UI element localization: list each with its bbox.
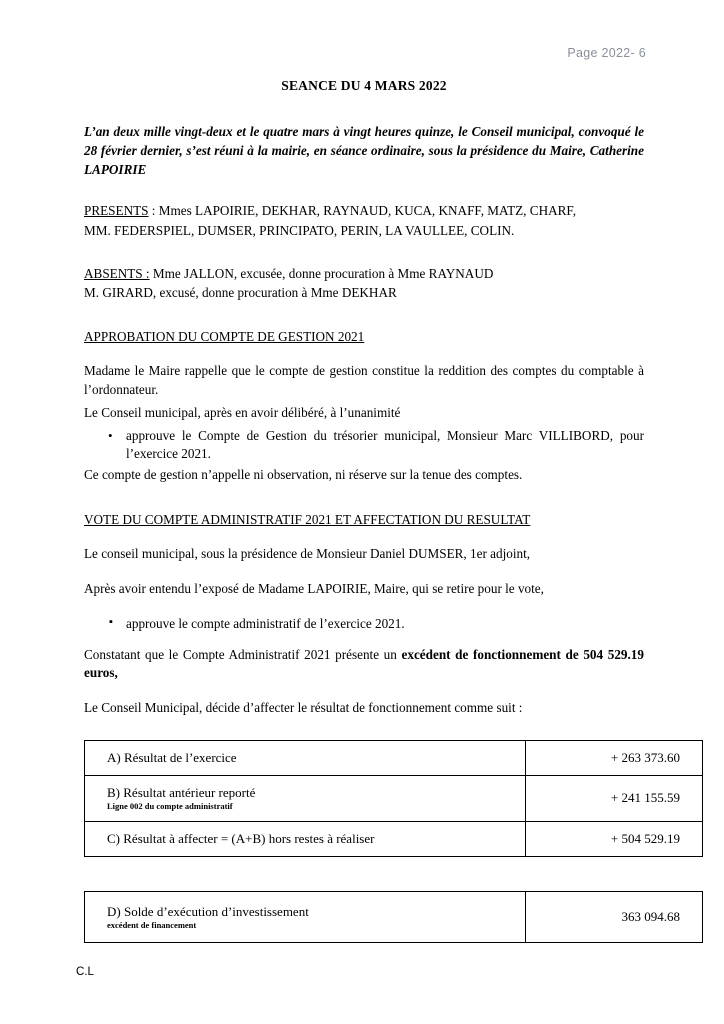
row-label: A) Résultat de l’exercice bbox=[107, 749, 237, 765]
absents-label: ABSENTS : bbox=[84, 265, 150, 281]
presents-label: PRESENTS bbox=[84, 203, 149, 219]
result-allocation-table bbox=[84, 740, 703, 857]
row-sub-note: excédent de financement bbox=[107, 919, 197, 930]
absents-block bbox=[84, 264, 644, 302]
investment-balance-table bbox=[84, 891, 703, 944]
section2-paragraph-1: Le conseil municipal, sous la présidence de Monsieur Daniel DUMSER, 1er adjoint, bbox=[84, 546, 531, 562]
table-cell-label bbox=[85, 740, 526, 775]
table-cell-label bbox=[85, 891, 526, 943]
row-label: C) Résultat à affecter = (A+B) hors restes à réaliser bbox=[107, 830, 375, 846]
section2-paragraph-4: Le Conseil Municipal, décide d’affecter le résultat de fonctionnement comme suit : bbox=[84, 700, 523, 716]
footer-initials: C.L bbox=[76, 966, 94, 978]
page-number-header: Page 2022- 6 bbox=[567, 46, 646, 60]
section1-bullet-list bbox=[84, 427, 644, 464]
section2-paragraph-3 bbox=[84, 646, 644, 683]
section2-paragraph-2: Après avoir entendu l’exposé de Madame LAPOIRIE, Maire, qui se retire pour le vote, bbox=[84, 581, 544, 597]
document-content bbox=[84, 78, 680, 943]
table-cell-value: 363 094.68 bbox=[526, 891, 703, 943]
presents-line-1: : Mmes LAPOIRIE, DEKHAR, RAYNAUD, KUCA, KNAFF, MATZ, CHARF, bbox=[148, 203, 576, 219]
section1-paragraph-3: Ce compte de gestion n’appelle ni observation, ni réserve sur la tenue des comptes. bbox=[84, 467, 523, 483]
section-heading-compte-gestion: APPROBATION DU COMPTE DE GESTION 2021 bbox=[84, 328, 365, 344]
list-item: • approuve le Compte de Gestion du trésorier municipal, Monsieur Marc VILLIBORD, pour l’exercice 2021. bbox=[126, 427, 644, 464]
table-cell-value: + 504 529.19 bbox=[526, 821, 703, 856]
row-label: B) Résultat antérieur reporté bbox=[107, 784, 256, 800]
section1-paragraph-2: Le Conseil municipal, après en avoir délibéré, à l’unanimité bbox=[84, 404, 401, 420]
section1-paragraph-1: Madame le Maire rappelle que le compte de gestion constitue la reddition des comptes du comptable à l’ordonnateur. bbox=[84, 363, 644, 398]
row-label: D) Solde d’exécution d’investissement bbox=[107, 903, 309, 919]
spacer bbox=[84, 636, 644, 646]
meeting-intro-paragraph: L’an deux mille vingt-deux et le quatre mars à vingt heures quinze, le Conseil municipal, convoqué le 28 février dernier, s’est réuni à la mairie, en séance ordinaire, sous la présidence du Maire, Catherine LAPOIRIE bbox=[84, 124, 644, 178]
table-row bbox=[85, 775, 703, 821]
spacer bbox=[84, 254, 644, 264]
table-cell-value: + 263 373.60 bbox=[526, 740, 703, 775]
absents-line-2: M. GIRARD, excusé, donne procuration à Mme DEKHAR bbox=[84, 284, 397, 300]
excedent-amount-text: excédent de fonctionnement de 504 529.19 euros, bbox=[84, 646, 644, 681]
table-row bbox=[85, 740, 703, 775]
presents-line-2: MM. FEDERSPIEL, DUMSER, PRINCIPATO, PERIN, LA VAULLEE, COLIN. bbox=[84, 222, 515, 238]
page-title: SEANCE DU 4 MARS 2022 bbox=[281, 78, 447, 93]
excedent-text-prefix: Constatant que le Compte Administratif 2021 présente un bbox=[84, 646, 402, 662]
table-cell-value: + 241 155.59 bbox=[526, 775, 703, 821]
table-cell-label bbox=[85, 821, 526, 856]
row-sub-note: Ligne 002 du compte administratif bbox=[107, 800, 233, 811]
table-row bbox=[85, 891, 703, 943]
section-heading-compte-administratif: VOTE DU COMPTE ADMINISTRATIF 2021 ET AFFECTATION DU RESULTAT bbox=[84, 511, 531, 527]
presents-block bbox=[84, 201, 644, 239]
absents-line-1: Mme JALLON, excusée, donne procuration à Mme RAYNAUD bbox=[149, 265, 494, 281]
section2-bullet-list bbox=[84, 615, 644, 634]
list-item: ▪ approuve le compte administratif de l’exercice 2021. bbox=[126, 615, 644, 634]
table-row bbox=[85, 821, 703, 856]
table-cell-label bbox=[85, 775, 526, 821]
